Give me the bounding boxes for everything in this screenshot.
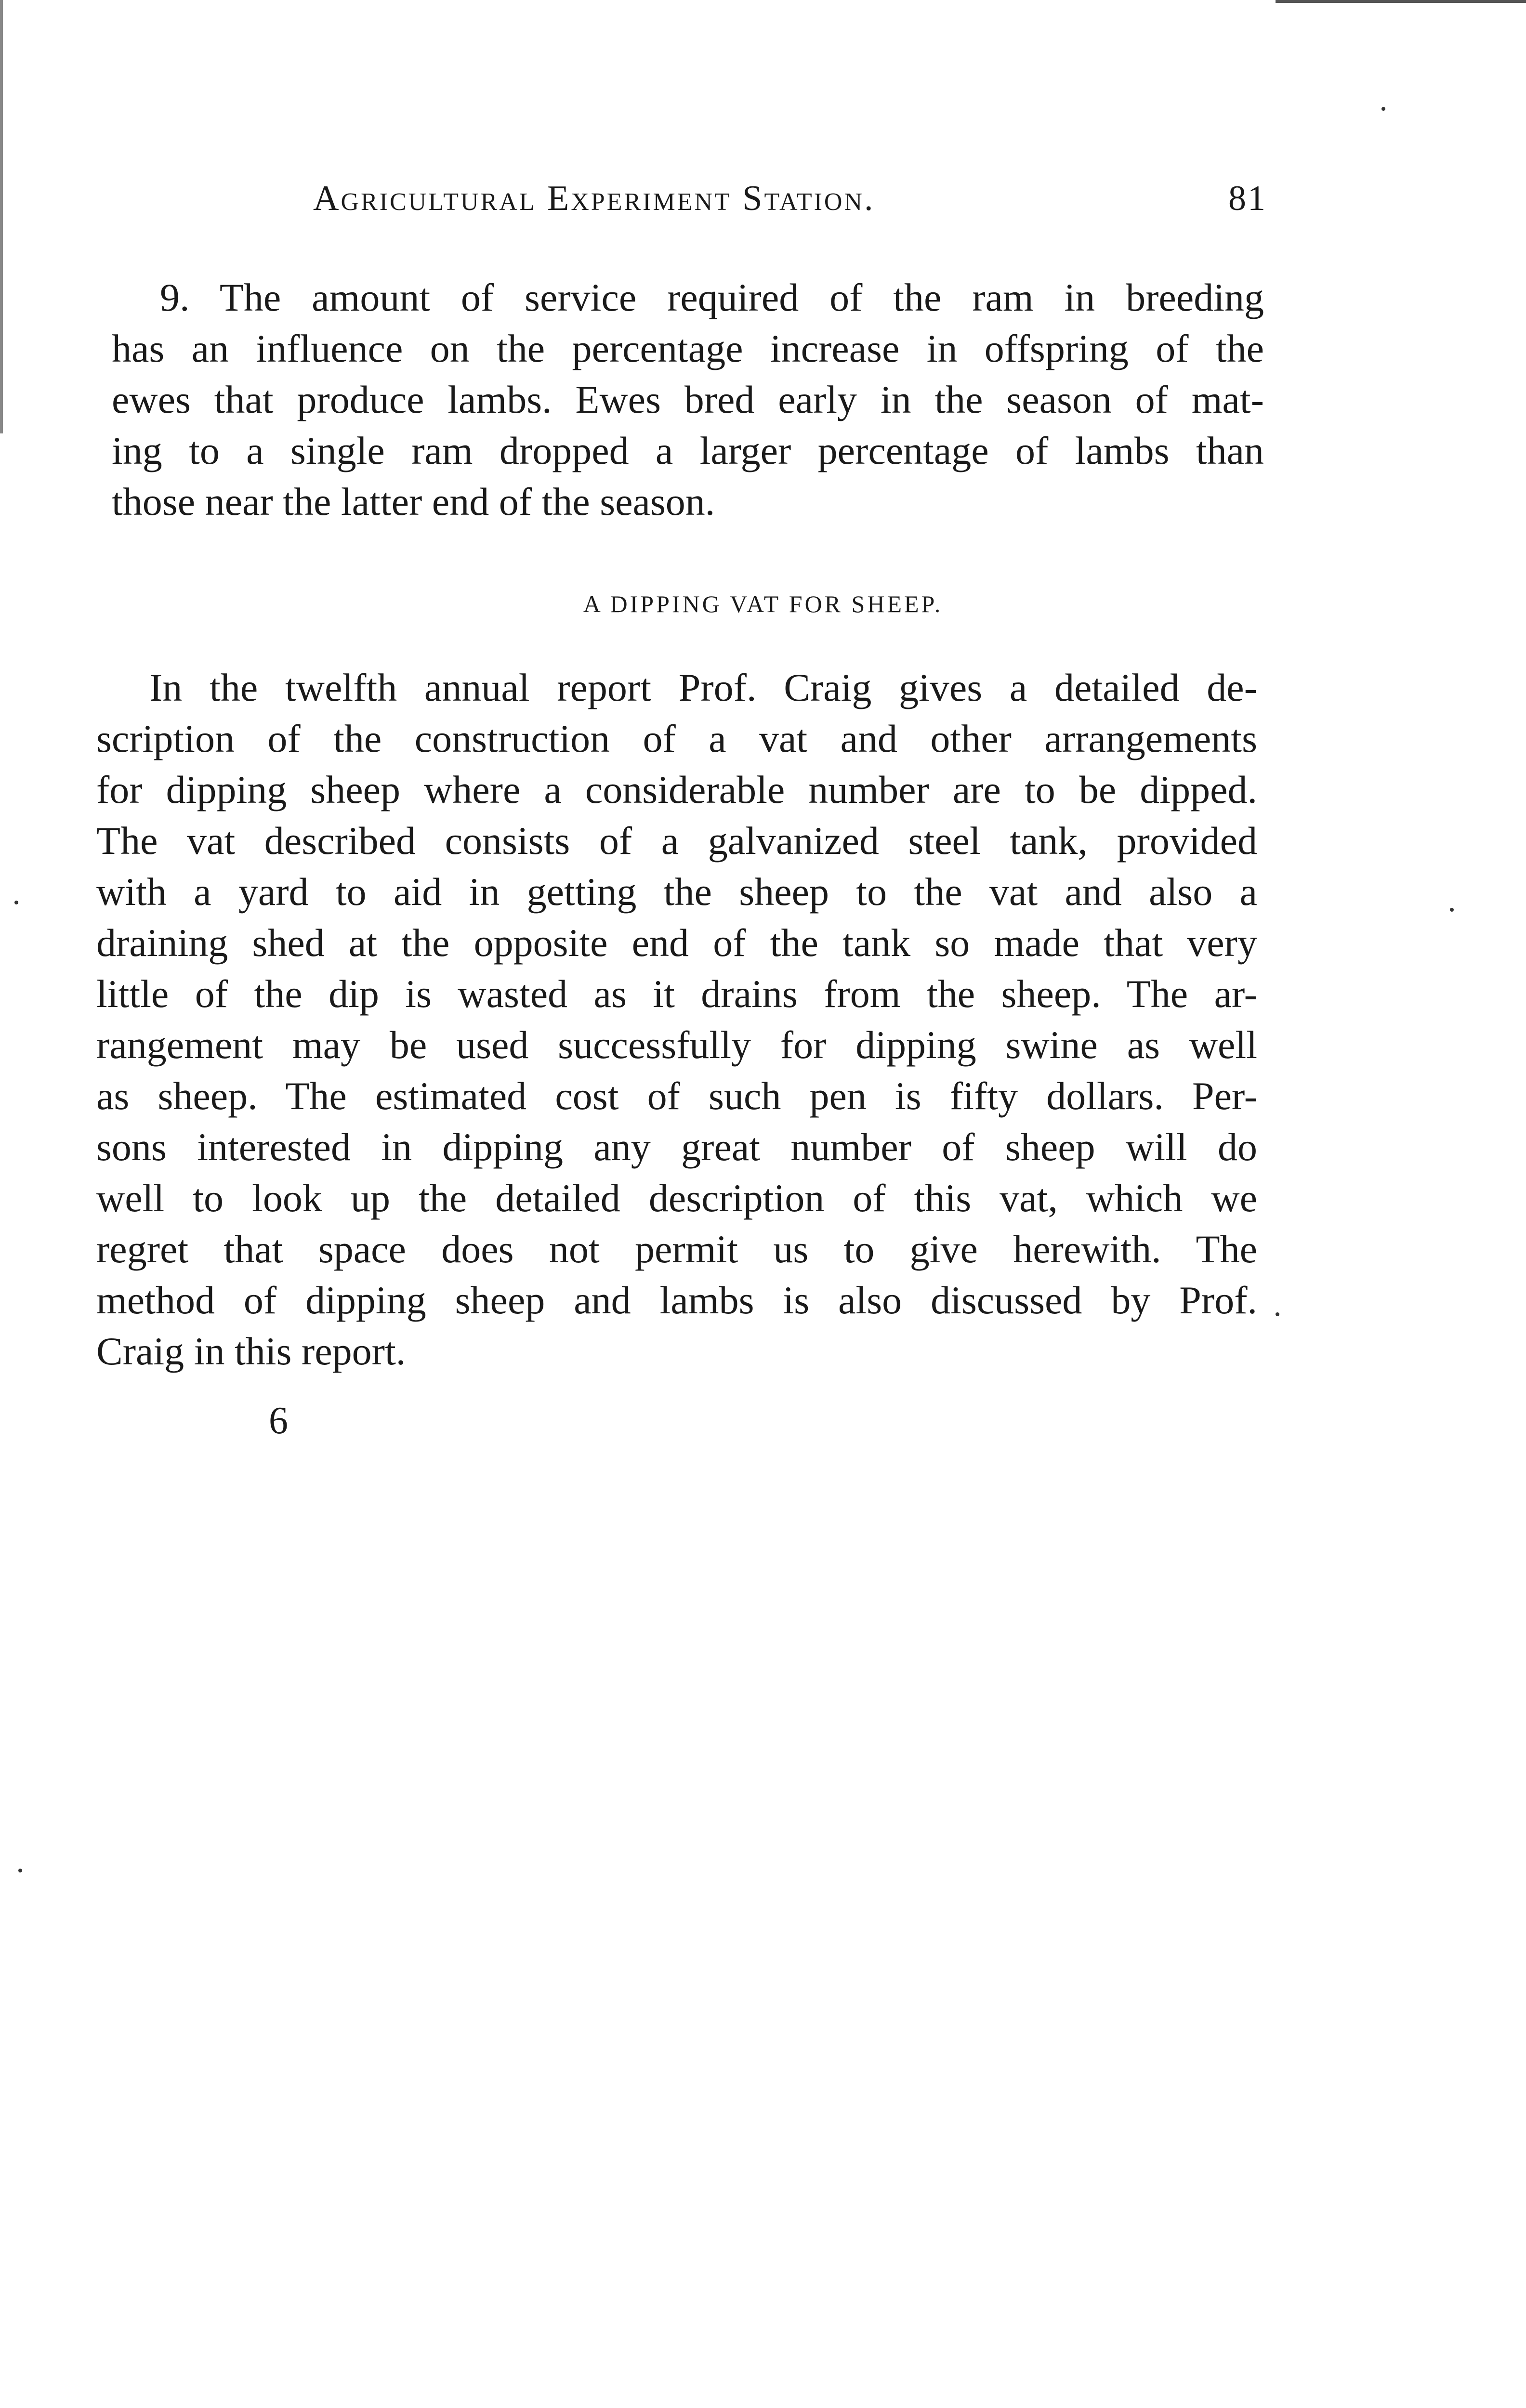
text-line: method of dipping sheep and lambs is also discussed by Prof.	[96, 1278, 1257, 1322]
text-line: for dipping sheep where a considerable number are to be dipped.	[96, 768, 1257, 811]
text-line: regret that space does not permit us to give herewith. The	[96, 1227, 1257, 1271]
text-line: with a yard to aid in getting the sheep to the vat and also a	[96, 870, 1257, 914]
scan-edge-left	[0, 0, 3, 433]
text-line: ewes that produce lambs. Ewes bred early in the season of mat-	[112, 378, 1264, 421]
text-line: those near the latter end of the season.	[112, 480, 715, 523]
text-line: draining shed at the opposite end of the tank so made that very	[96, 921, 1257, 965]
scan-edge-top	[1276, 0, 1526, 3]
text-line: well to look up the detailed description of this vat, which we	[96, 1176, 1257, 1220]
scan-speck	[14, 901, 18, 904]
text-line: Craig in this report.	[96, 1329, 406, 1373]
text-line: little of the dip is wasted as it drains from the sheep. The ar-	[96, 972, 1257, 1016]
signature-mark: 6	[269, 1400, 288, 1442]
text-line: sons interested in dipping any great number of sheep will do	[96, 1125, 1257, 1169]
text-line: has an influence on the percentage increase in offspring of the	[112, 327, 1264, 370]
text-line: ing to a single ram dropped a larger percentage of lambs than	[112, 429, 1264, 472]
page-number: 81	[1228, 179, 1267, 218]
running-head-title: Agricultural Experiment Station.	[313, 179, 875, 218]
scan-speck	[1276, 1312, 1279, 1316]
scan-speck	[1381, 107, 1385, 111]
scan-speck	[1450, 908, 1454, 912]
text-line: 9. The amount of service required of the ram in breeding	[160, 275, 1264, 319]
text-line: rangement may be used successfully for dipping swine as well	[96, 1023, 1257, 1067]
paragraph-9	[112, 272, 1264, 527]
running-head	[313, 178, 1267, 236]
scan-speck	[18, 1869, 22, 1872]
text-line: as sheep. The estimated cost of such pen is fifty dollars. Per-	[96, 1074, 1257, 1118]
text-line: In the twelfth annual report Prof. Craig gives a detailed de-	[149, 666, 1257, 709]
section-heading: A DIPPING VAT FOR SHEEP.	[583, 590, 943, 617]
dipping-vat-paragraph	[96, 662, 1257, 1377]
text-line: The vat described consists of a galvanized steel tank, provided	[96, 819, 1257, 863]
text-line: scription of the construction of a vat and other arrangements	[96, 717, 1257, 760]
